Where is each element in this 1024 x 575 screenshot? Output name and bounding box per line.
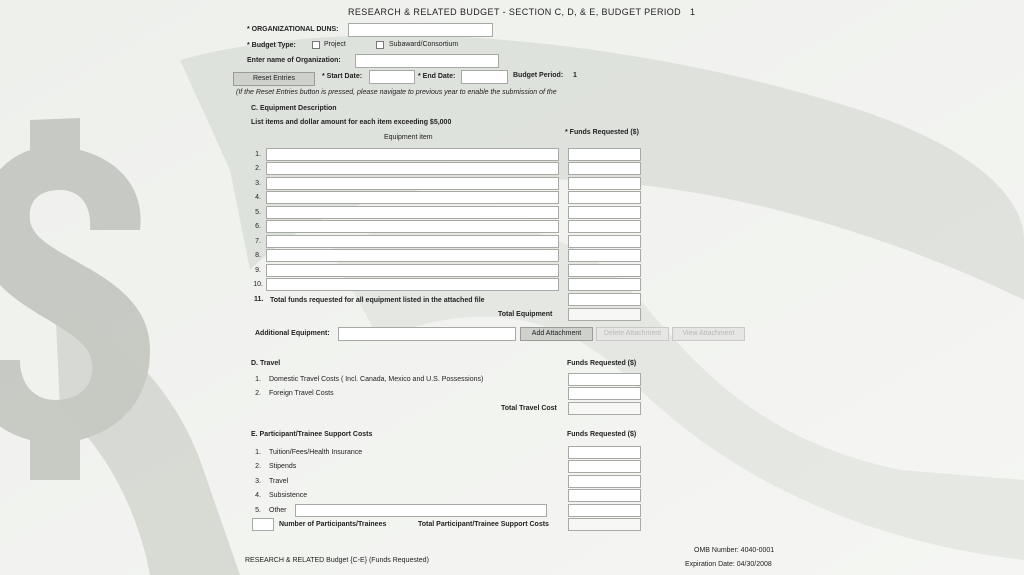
- equipment-row-number: 7.: [255, 238, 261, 245]
- travel-funds-header: Funds Requested ($): [567, 360, 637, 367]
- project-checkbox[interactable]: [312, 41, 320, 49]
- duns-input[interactable]: [348, 23, 493, 37]
- equipment-item-input[interactable]: [266, 220, 559, 233]
- omb-number: OMB Number: 4040-0001: [694, 547, 775, 554]
- reset-entries-button[interactable]: Reset Entries: [233, 72, 315, 86]
- participant-item-label: Other: [269, 507, 287, 514]
- reset-note: (If the Reset Entries button is pressed, please navigate to previous year to enable the submission of the: [236, 89, 557, 96]
- equipment-funds-input[interactable]: [568, 162, 641, 175]
- equipment-item-input[interactable]: [266, 148, 559, 161]
- period-number: 1: [689, 7, 696, 17]
- participant-item-number: 1.: [255, 449, 261, 456]
- equipment-attached-total-input[interactable]: [568, 293, 641, 306]
- travel-item-label: Foreign Travel Costs: [269, 390, 334, 397]
- equipment-item-input[interactable]: [266, 264, 559, 277]
- participant-item-label: Tuition/Fees/Health Insurance: [269, 449, 363, 456]
- subaward-checkbox[interactable]: [376, 41, 384, 49]
- additional-equipment-file-field: [338, 327, 516, 341]
- equipment-funds-input[interactable]: [568, 148, 641, 161]
- budget-type-label: * Budget Type:: [247, 42, 296, 49]
- subaward-label: Subaward/Consortium: [389, 41, 459, 48]
- equipment-funds-input[interactable]: [568, 264, 641, 277]
- equipment-row-number: 4.: [255, 194, 261, 201]
- equipment-funds-input[interactable]: [568, 235, 641, 248]
- equipment-funds-input[interactable]: [568, 191, 641, 204]
- participant-travel-input[interactable]: [568, 475, 641, 488]
- stipends-input[interactable]: [568, 460, 641, 473]
- org-name-label: Enter name of Organization:: [247, 57, 341, 64]
- tuition-input[interactable]: [568, 446, 641, 459]
- end-date-label: * End Date:: [418, 73, 456, 80]
- equipment-item-input[interactable]: [266, 162, 559, 175]
- equipment-funds-input[interactable]: [568, 177, 641, 190]
- foreign-travel-input[interactable]: [568, 387, 641, 400]
- equipment-attached-total-label: Total funds requested for all equipment listed in the attached file: [270, 297, 485, 304]
- travel-item-number: 1.: [255, 376, 261, 383]
- equipment-row-11-number: 11.: [254, 296, 264, 303]
- travel-item-label: Domestic Travel Costs ( Incl. Canada, Mexico and U.S. Possessions): [269, 376, 484, 383]
- total-travel-value: [568, 402, 641, 415]
- participant-item-number: 4.: [255, 492, 261, 499]
- equipment-row-number: 9.: [255, 267, 261, 274]
- num-participants-input[interactable]: [252, 518, 274, 531]
- equipment-row-number: 6.: [255, 223, 261, 230]
- page-title: [348, 7, 695, 17]
- view-attachment-button[interactable]: View Attachment: [672, 327, 745, 341]
- equipment-item-input[interactable]: [266, 278, 559, 291]
- participant-funds-header: Funds Requested ($): [567, 431, 637, 438]
- budget-period-label: Budget Period:: [513, 72, 564, 79]
- project-label: Project: [324, 41, 346, 48]
- equipment-row-number: 3.: [255, 180, 261, 187]
- page-title-text: RESEARCH & RELATED BUDGET - SECTION C, D, & E, BUDGET PERIOD: [348, 7, 682, 17]
- org-name-input[interactable]: [355, 54, 499, 68]
- equipment-funds-input[interactable]: [568, 206, 641, 219]
- total-equipment-value: [568, 308, 641, 321]
- domestic-travel-input[interactable]: [568, 373, 641, 386]
- total-participant-label: Total Participant/Trainee Support Costs: [418, 521, 549, 528]
- equipment-instructions: List items and dollar amount for each item exceeding $5,000: [251, 119, 452, 126]
- total-equipment-label: Total Equipment: [498, 311, 553, 318]
- delete-attachment-button[interactable]: Delete Attachment: [596, 327, 669, 341]
- equipment-item-input[interactable]: [266, 177, 559, 190]
- equipment-item-input[interactable]: [266, 206, 559, 219]
- participant-item-number: 5.: [255, 507, 261, 514]
- participant-heading: E. Participant/Trainee Support Costs: [251, 431, 373, 438]
- equipment-funds-input[interactable]: [568, 249, 641, 262]
- travel-heading: D. Travel: [251, 360, 281, 367]
- equipment-row-number: 8.: [255, 252, 261, 259]
- equipment-row-number: 2.: [255, 165, 261, 172]
- start-date-label: * Start Date:: [322, 73, 363, 80]
- equipment-row-number: 10.: [253, 281, 263, 288]
- budget-period-value: 1: [573, 72, 577, 79]
- form-name-footer: RESEARCH & RELATED Budget {C-E} (Funds Requested): [245, 557, 429, 564]
- participant-item-number: 2.: [255, 463, 261, 470]
- equipment-funds-header: * Funds Requested ($): [565, 129, 639, 136]
- add-attachment-button[interactable]: Add Attachment: [520, 327, 593, 341]
- start-date-input[interactable]: [369, 70, 415, 84]
- total-participant-value: [568, 518, 641, 531]
- other-funds-input[interactable]: [568, 504, 641, 517]
- participant-item-label: Stipends: [269, 463, 297, 470]
- equipment-funds-input[interactable]: [568, 220, 641, 233]
- expiration-date: Expiration Date: 04/30/2008: [685, 561, 772, 568]
- duns-label: * ORGANIZATIONAL DUNS:: [247, 26, 339, 33]
- equipment-item-input[interactable]: [266, 249, 559, 262]
- participant-item-number: 3.: [255, 478, 261, 485]
- additional-equipment-label: Additional Equipment:: [255, 330, 330, 337]
- equipment-row-number: 5.: [255, 209, 261, 216]
- subsistence-input[interactable]: [568, 489, 641, 502]
- end-date-input[interactable]: [461, 70, 508, 84]
- equipment-item-input[interactable]: [266, 191, 559, 204]
- total-travel-label: Total Travel Cost: [501, 405, 557, 412]
- participant-item-label: Travel: [269, 478, 289, 485]
- equipment-item-header: Equipment item: [384, 134, 433, 141]
- equipment-funds-input[interactable]: [568, 278, 641, 291]
- travel-item-number: 2.: [255, 390, 261, 397]
- other-description-input[interactable]: [295, 504, 547, 517]
- equipment-item-input[interactable]: [266, 235, 559, 248]
- num-participants-label: Number of Participants/Trainees: [279, 521, 387, 528]
- equipment-heading: C. Equipment Description: [251, 105, 337, 112]
- participant-item-label: Subsistence: [269, 492, 308, 499]
- equipment-row-number: 1.: [255, 151, 261, 158]
